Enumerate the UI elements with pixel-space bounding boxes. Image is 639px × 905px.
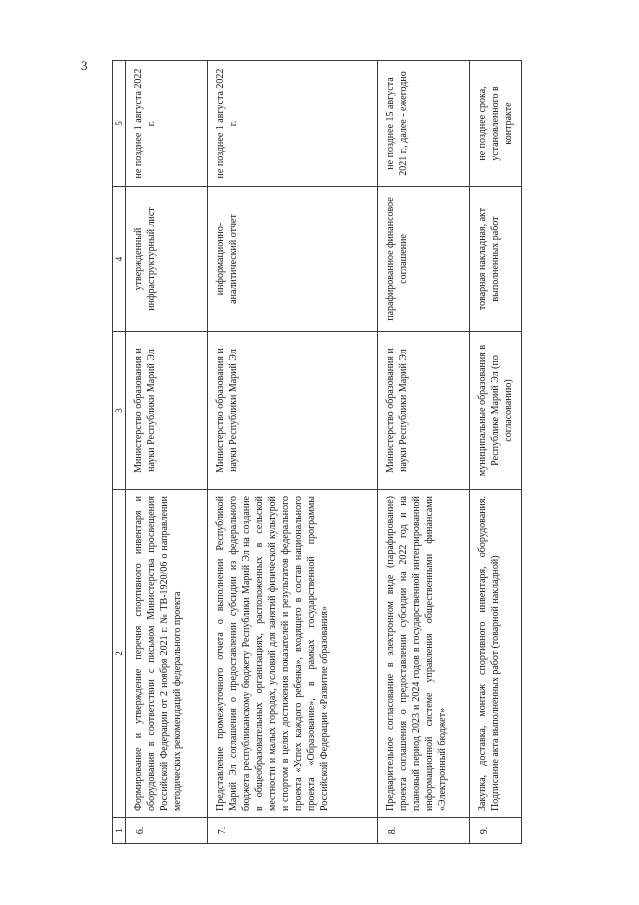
- deadline: не позднее 1 августа 2022 г.: [208, 61, 378, 187]
- column-header: 5: [113, 61, 126, 187]
- responsible-executor: Министерство образования и науки Республики Марий Эл: [378, 332, 470, 490]
- result-document: утвержденный инфраструктурный лист: [126, 187, 208, 332]
- responsible-executor: Министерство образования и науки Республики Марий Эл: [208, 332, 378, 490]
- deadline: не позднее 15 августа 2021 г., далее - ежегодно: [378, 61, 470, 187]
- column-number-row: [113, 61, 126, 844]
- column-header: 4: [113, 187, 126, 332]
- row-number: 8.: [378, 818, 470, 844]
- responsible-executor: муниципальные образования в Республике Марий Эл (по согласованию): [470, 332, 522, 490]
- column-header: 1: [113, 818, 126, 844]
- table-row: [470, 61, 522, 844]
- row-number: 7.: [208, 818, 378, 844]
- table-row: [378, 61, 470, 844]
- row-number: 9.: [470, 818, 522, 844]
- table-row: [208, 61, 378, 844]
- task-description: Закупка, доставка, монтаж спортивного инвентаря, оборудования. Подписание акта выполненных работ (товарной накладной): [470, 490, 522, 818]
- deadline: не позднее 1 августа 2022 г.: [126, 61, 208, 187]
- task-description: Формирование и утверждение перечня спортивного инвентаря и оборудования в соответствии с письмом Министерства просвещения Российской Федерации от 2 ноября 2021 г. № ТВ-1920/06 о направлении методических рекомендаций федерального проекта: [126, 490, 208, 818]
- table-row: [126, 61, 208, 844]
- action-plan-table: [112, 60, 522, 844]
- column-header: 2: [113, 490, 126, 818]
- responsible-executor: Министерство образования и науки Республики Марий Эл: [126, 332, 208, 490]
- result-document: товарная накладная, акт выполненных работ: [470, 187, 522, 332]
- column-header: 3: [113, 332, 126, 490]
- task-description: Представление промежуточного отчета о выполнении Республикой Марий Эл соглашения о предоставлении субсидии из федерального бюджета республиканскому бюджету Республики Марий Эл на создание в общеобразовательных организациях, расположенных в сельской местности и малых городах, условий для занятий физической культурой и спортом в целях достижения показателей и результатов федерального проекта «Успех каждого ребенка», входящего в состав национального проекта «Образование», в рамках государственной программы Российской Федерации «Развитие образования»: [208, 490, 378, 818]
- rotated-table-container: [112, 61, 514, 844]
- result-document: парафированное финансовое соглашение: [378, 187, 470, 332]
- task-description: Предварительное согласование в электронном виде (парафирование) проекта соглашения о предоставлении субсидии на 2022 год и на плановый период 2023 и 2024 годов в государственной интегрированной информационной системе управления общественными финансами «Электронный бюджет»: [378, 490, 470, 818]
- row-number: 6.: [126, 818, 208, 844]
- result-document: информационно-аналитический отчет: [208, 187, 378, 332]
- page-number: 3: [81, 58, 88, 73]
- deadline: не позднее срока, установленного в контракте: [470, 61, 522, 187]
